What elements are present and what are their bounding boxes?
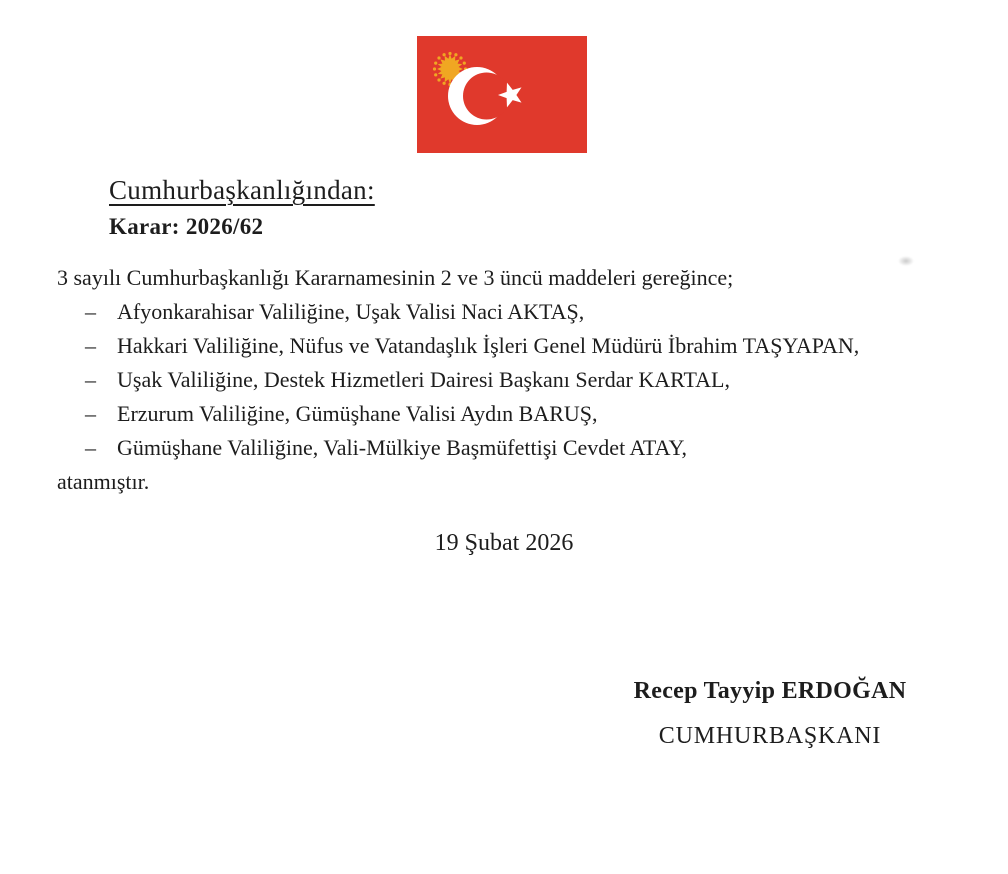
dash-bullet: – [85,435,96,460]
appointment-item [57,329,957,363]
appointment-text: Gümüşhane Valiliğine, Vali-Mülkiye Başmüfettişi Cevdet ATAY, [117,435,688,460]
appointment-text: Afyonkarahisar Valiliğine, Uşak Valisi Naci AKTAŞ, [117,299,585,324]
appointment-item [57,431,957,465]
decree-date: 19 Şubat 2026 [434,530,574,556]
decision-number: Karar: 2026/62 [109,214,264,239]
appointment-item [57,295,957,329]
issuer-heading: Cumhurbaşkanlığından: [109,175,375,205]
signature-block [620,678,920,750]
dash-bullet: – [85,367,96,392]
dash-bullet: – [85,401,96,426]
dash-bullet: – [85,299,96,324]
appointment-item [57,397,957,431]
appointment-text: Hakkari Valiliğine, Nüfus ve Vatandaşlık İşleri Genel Müdürü İbrahim TAŞYAPAN, [117,333,860,358]
appointment-text: Uşak Valiliğine, Destek Hizmetleri Dairesi Başkanı Serdar KARTAL, [117,367,730,392]
turkish-presidential-flag-icon [417,36,587,153]
appointment-item [57,363,957,397]
president-title: CUMHURBAŞKANI [658,723,882,749]
closing-text: atanmıştır. [57,469,150,494]
scan-artifact [898,256,914,266]
appointment-text: Erzurum Valiliğine, Gümüşhane Valisi Aydın BARUŞ, [117,401,598,426]
decree-body [57,261,957,499]
dash-bullet: – [85,333,96,358]
president-name: Recep Tayyip ERDOĞAN [633,678,907,704]
legal-basis-text: 3 sayılı Cumhurbaşkanlığı Kararnamesinin 2 ve 3 üncü maddeleri gereğince; [57,265,734,290]
